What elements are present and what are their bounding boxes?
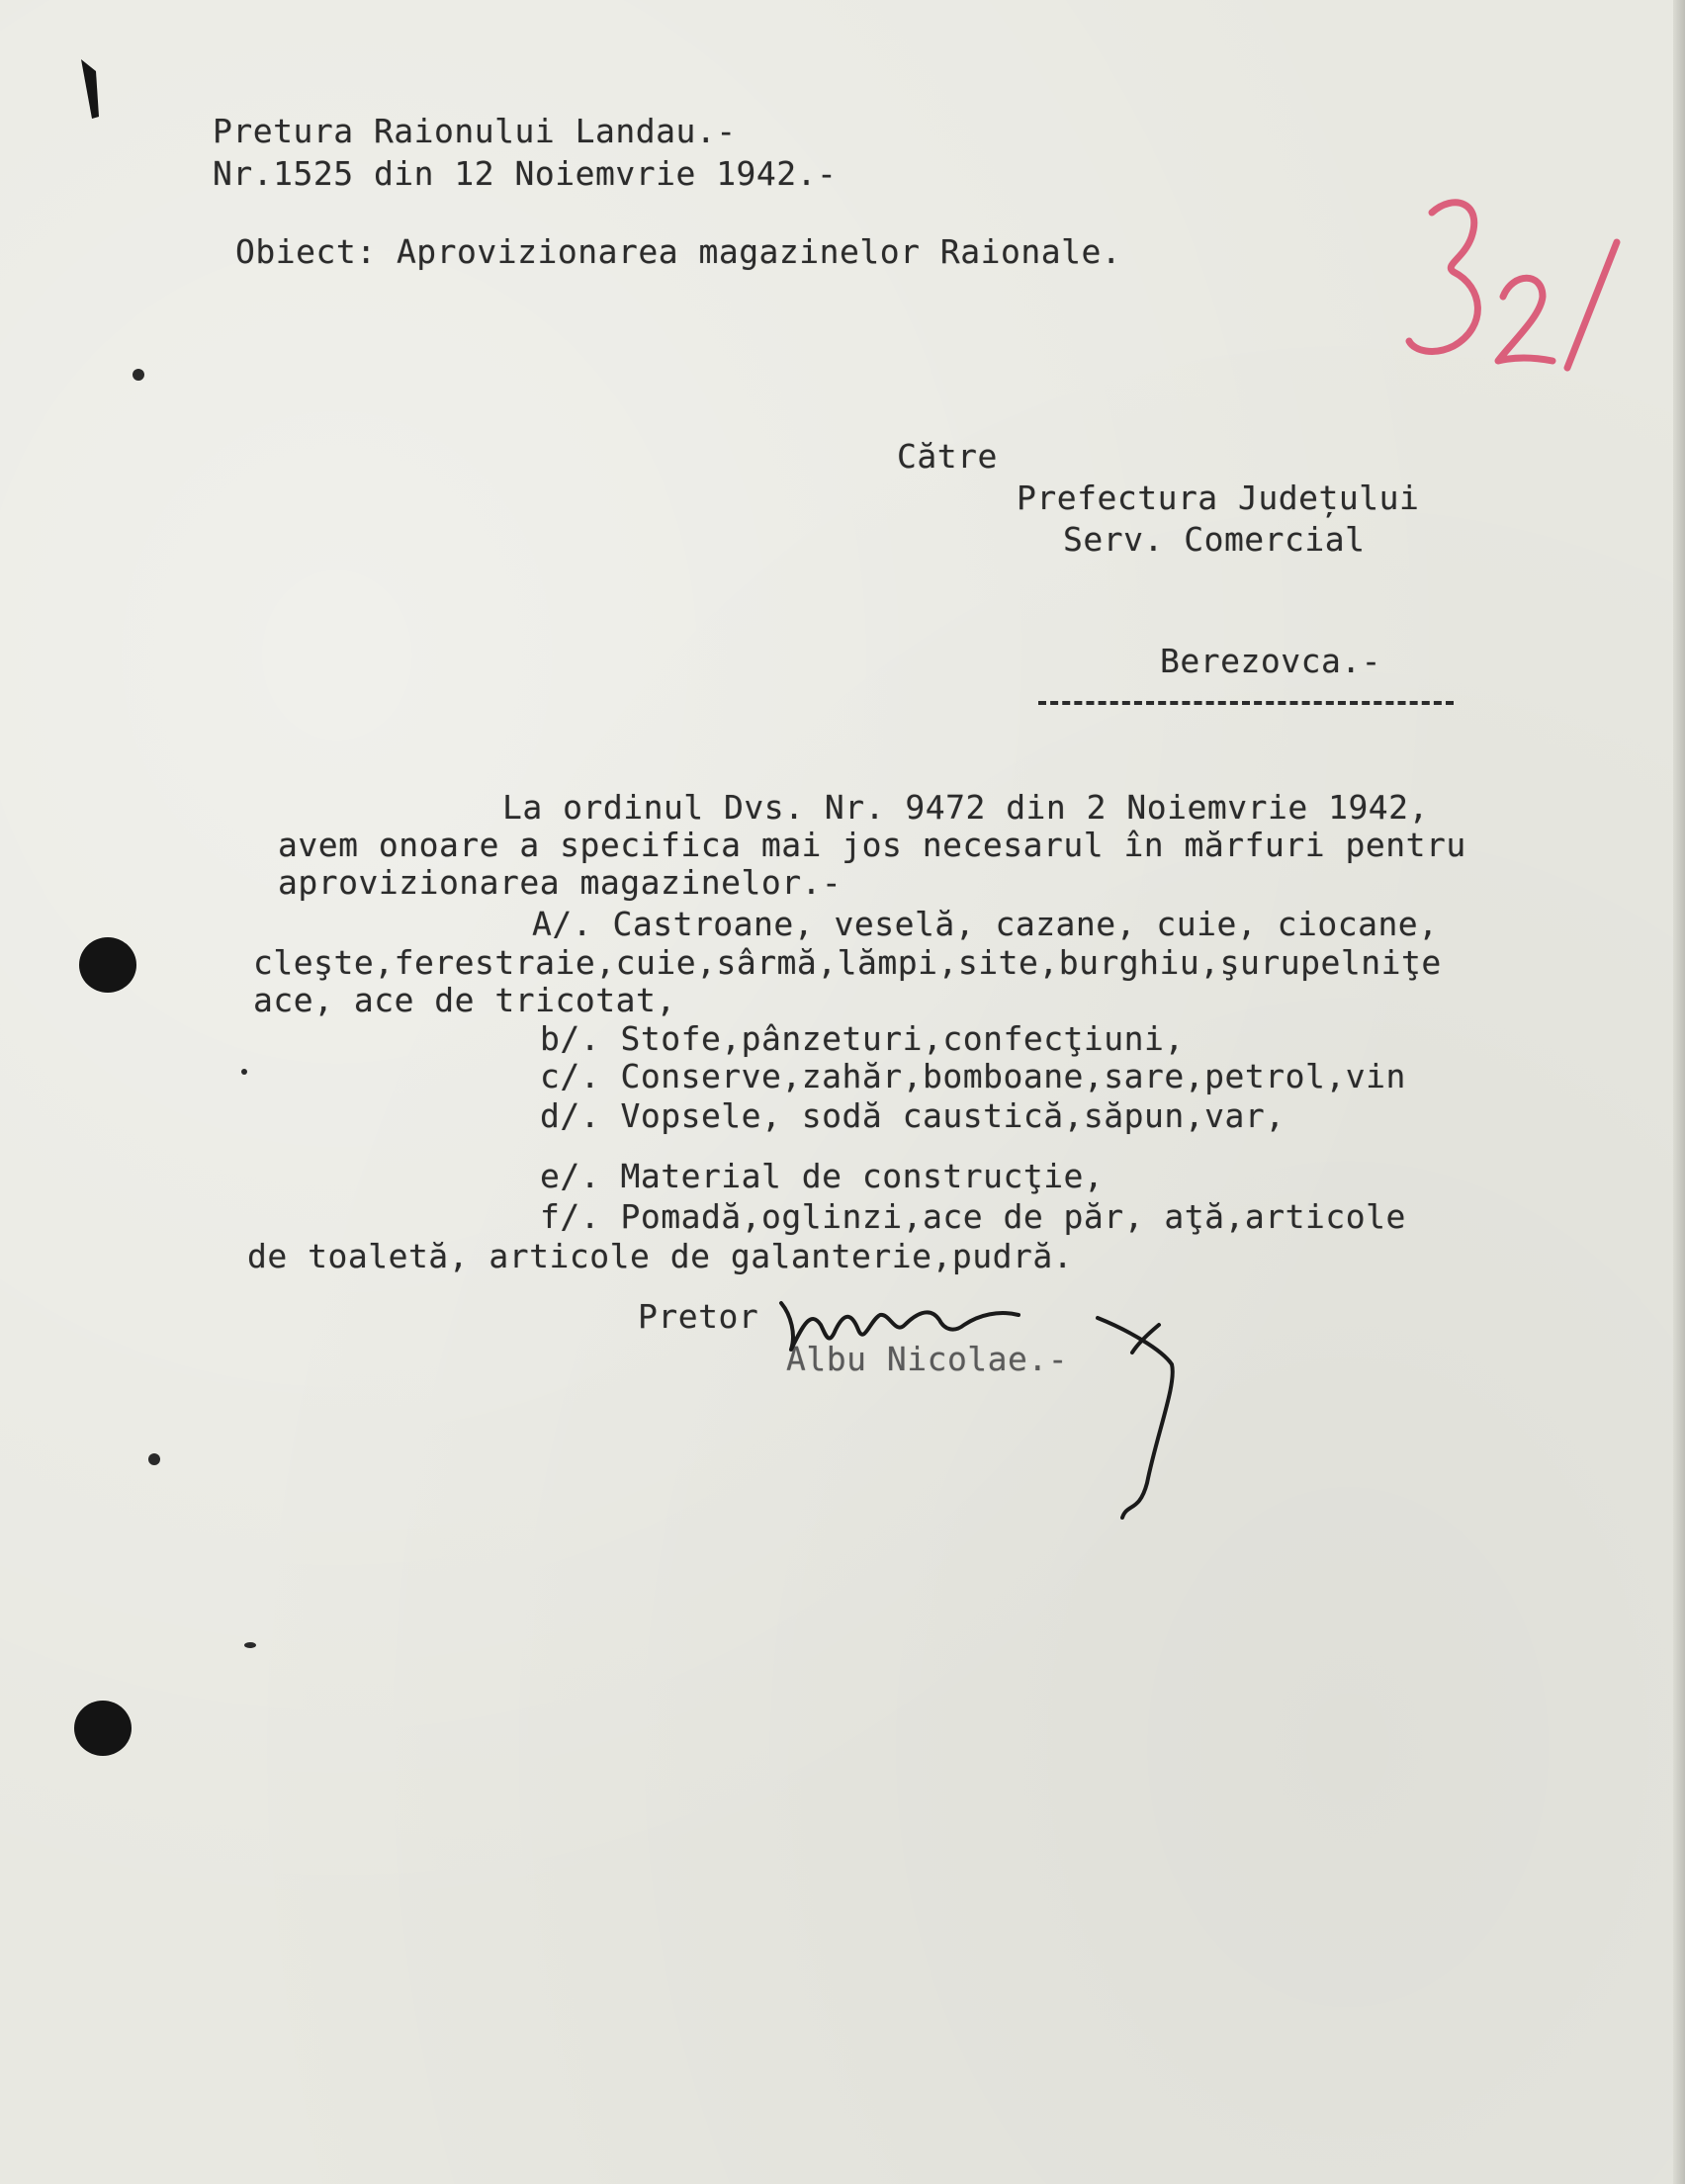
- body-line: avem onoare a specifica mai jos necesarul în mărfuri pentru: [278, 826, 1466, 864]
- paper-speck: [133, 369, 144, 381]
- list-item-e: e/. Material de construcţie,: [540, 1157, 1105, 1195]
- list-item-a-cont: cleşte,ferestraie,cuie,sârmă,lămpi,site,burghiu,şurupelniţe: [253, 943, 1442, 982]
- archive-number-handwritten: [1409, 203, 1617, 368]
- signature-name: Albu Nicolae.-: [786, 1340, 1069, 1378]
- paper-speck: [241, 1069, 247, 1075]
- document-number: Nr.1525 din 12 Noiemvrie 1942.-: [213, 154, 838, 193]
- recipient-to: Către: [897, 437, 998, 476]
- list-item-c: c/. Conserve,zahăr,bomboane,sare,petrol,vin: [540, 1057, 1406, 1095]
- list-item-a: A/. Castroane, veselă, cazane, cuie, ciocane,: [532, 905, 1439, 943]
- signature-handwritten: [781, 1303, 1173, 1518]
- list-item-f-cont: de toaletă, articole de galanterie,pudră.: [247, 1237, 1074, 1275]
- signature-title: Pretor: [638, 1297, 759, 1336]
- issuing-office: Pretura Raionului Landau.-: [213, 112, 737, 150]
- ink-blot: [81, 59, 99, 119]
- recipient-city: Berezovca.-: [1160, 642, 1382, 680]
- body-line: La ordinul Dvs. Nr. 9472 din 2 Noiemvrie 1942,: [502, 788, 1429, 827]
- document-subject: Obiect: Aprovizionarea magazinelor Raionale.: [235, 232, 1122, 271]
- paper-speck: [148, 1453, 160, 1465]
- punch-hole: [74, 1701, 132, 1756]
- punch-hole: [79, 937, 136, 993]
- recipient-institution: Prefectura Județului: [1017, 479, 1420, 517]
- recipient-department: Serv. Comercial: [1063, 520, 1366, 559]
- list-item-f: f/. Pomadă,oglinzi,ace de păr, aţă,articole: [540, 1197, 1406, 1236]
- list-item-a-cont: ace, ace de tricotat,: [253, 981, 676, 1019]
- list-item-b: b/. Stofe,pânzeturi,confecţiuni,: [540, 1019, 1185, 1058]
- paper-speck: [244, 1642, 256, 1648]
- body-line: aprovizionarea magazinelor.-: [278, 863, 842, 902]
- list-item-d: d/. Vopsele, sodă caustică,săpun,var,: [540, 1096, 1286, 1135]
